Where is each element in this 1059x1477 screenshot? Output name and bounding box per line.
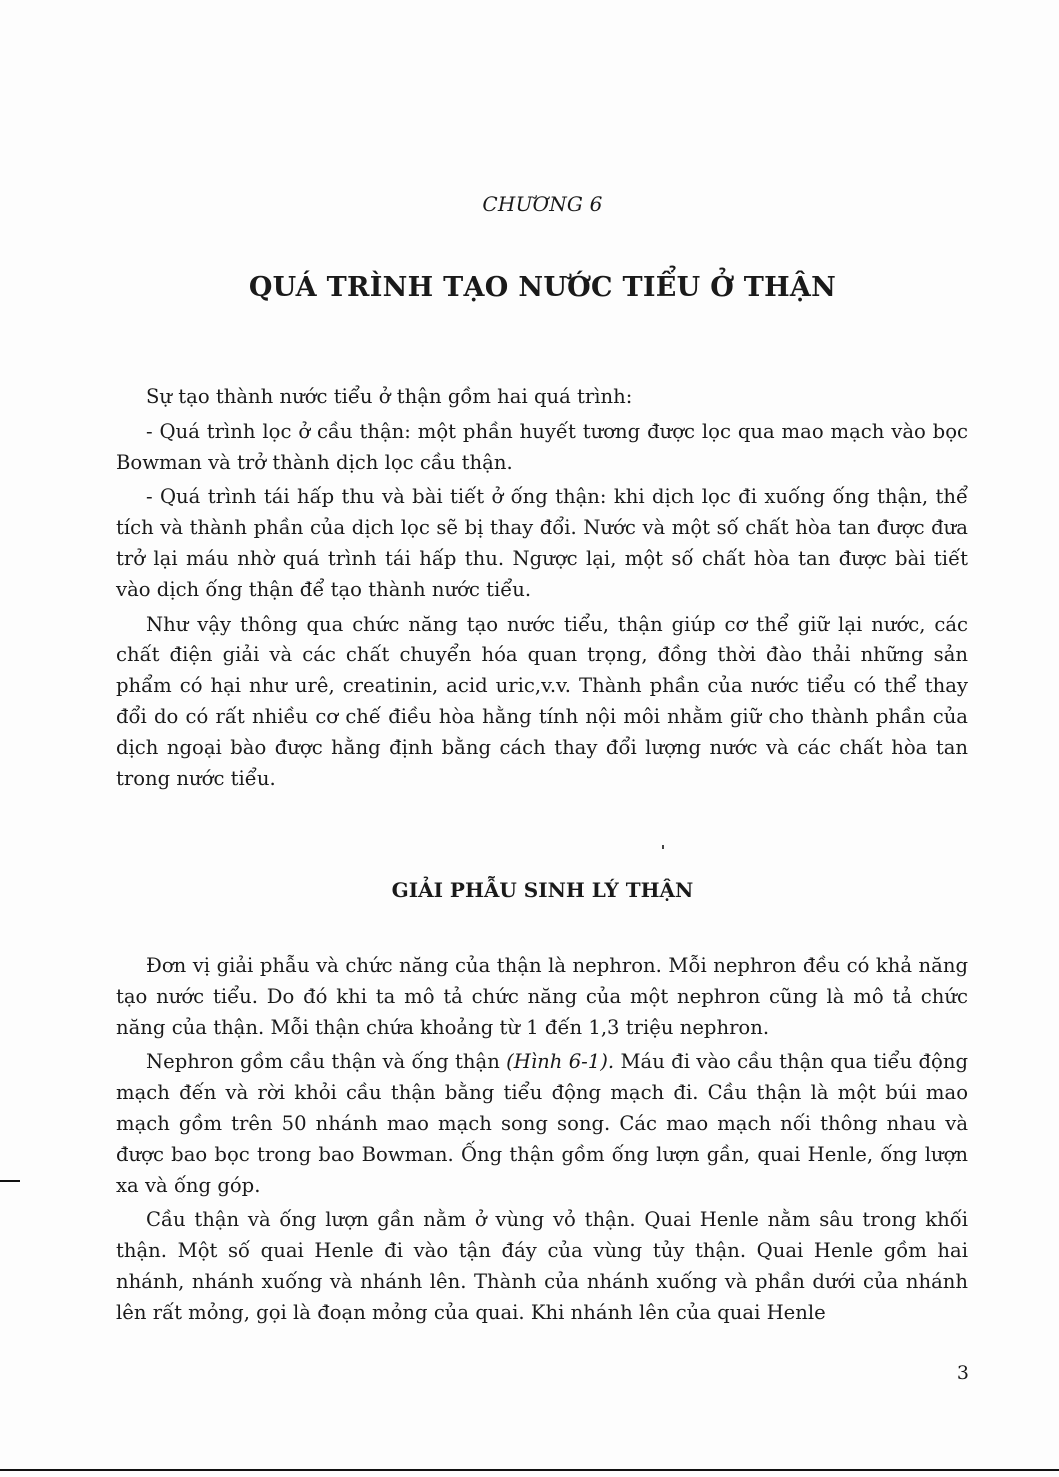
section-paragraph-2	[116, 1047, 968, 1201]
section-paragraph-2-start: Nephron gồm cầu thận và ống thận	[146, 1050, 507, 1074]
section-paragraph-3: Cầu thận và ống lượn gần nằm ở vùng vỏ thận. Quai Henle nằm sâu trong khối thận. Một số quai Henle đi vào tận đáy của vùng tủy thận. Quai Henle gồm hai nhánh, nhánh xuống và nhánh lên. Thành của nhánh xuống và phần dưới của nhánh lên rất mỏng, gọi là đoạn mỏng của quai. Khi nhánh lên của quai Henle	[116, 1208, 968, 1324]
scan-speck	[662, 845, 664, 849]
page-number: 3	[956, 1362, 969, 1384]
intro-paragraph-3: - Quá trình tái hấp thu và bài tiết ở ống thận: khi dịch lọc đi xuống ống thận, thể tích và thành phần của dịch lọc sẽ bị thay đổi. Nước và một số chất hòa tan được đưa trở lại máu nhờ quá trình tái hấp thu. Ngược lại, một số chất hòa tan được bài tiết vào dịch ống thận để tạo thành nước tiểu.	[116, 485, 968, 601]
section-paragraph-1: Đơn vị giải phẫu và chức năng của thận là nephron. Mỗi nephron đều có khả năng tạo nước tiểu. Do đó khi ta mô tả chức năng của một nephron cũng là mô tả chức năng của thận. Mỗi thận chứa khoảng từ 1 đến 1,3 triệu nephron.	[116, 954, 968, 1039]
chapter-label: CHƯƠNG 6	[482, 192, 603, 216]
section-title: GIẢI PHẪU SINH LÝ THẬN	[391, 878, 694, 902]
figure-reference: (Hình 6-1).	[506, 1050, 615, 1074]
chapter-title: QUÁ TRÌNH TẠO NƯỚC TIỂU Ở THẬN	[248, 272, 837, 303]
section-paragraph-2-end: Máu đi vào cầu thận qua tiểu động mạch đến và rời khỏi cầu thận bằng tiểu động mạch đi. Cầu thận là một búi mao mạch gồm trên 50 nhánh mao mạch song song. Các mao mạch nối thông nhau và được bao bọc trong bao Bowman. Ống thận gồm ống lượn gần, quai Henle, ống lượn xa và ống góp.	[116, 1050, 969, 1197]
bottom-rule	[0, 1469, 1059, 1471]
section-text	[116, 951, 968, 1329]
intro-paragraph-1: Sự tạo thành nước tiểu ở thận gồm hai quá trình:	[146, 385, 633, 408]
intro-paragraph-4: Như vậy thông qua chức năng tạo nước tiểu, thận giúp cơ thể giữ lại nước, các chất điện giải và các chất chuyển hóa quan trọng, đồng thời đào thải những sản phẩm có hại như urê, creatinin, acid uric,v.v. Thành phần của nước tiểu có thể thay đổi do có rất nhiều cơ chế điều hòa hằng tính nội môi nhằm giữ cho thành phần của dịch ngoại bào được hằng định bằng cách thay đổi lượng nước và các chất hòa tan trong nước tiểu.	[116, 612, 968, 790]
intro-text	[116, 382, 968, 794]
margin-mark	[0, 1180, 20, 1182]
intro-paragraph-2: - Quá trình lọc ở cầu thận: một phần huyết tương được lọc qua mao mạch vào bọc Bowman và trở thành dịch lọc cầu thận.	[116, 419, 968, 474]
